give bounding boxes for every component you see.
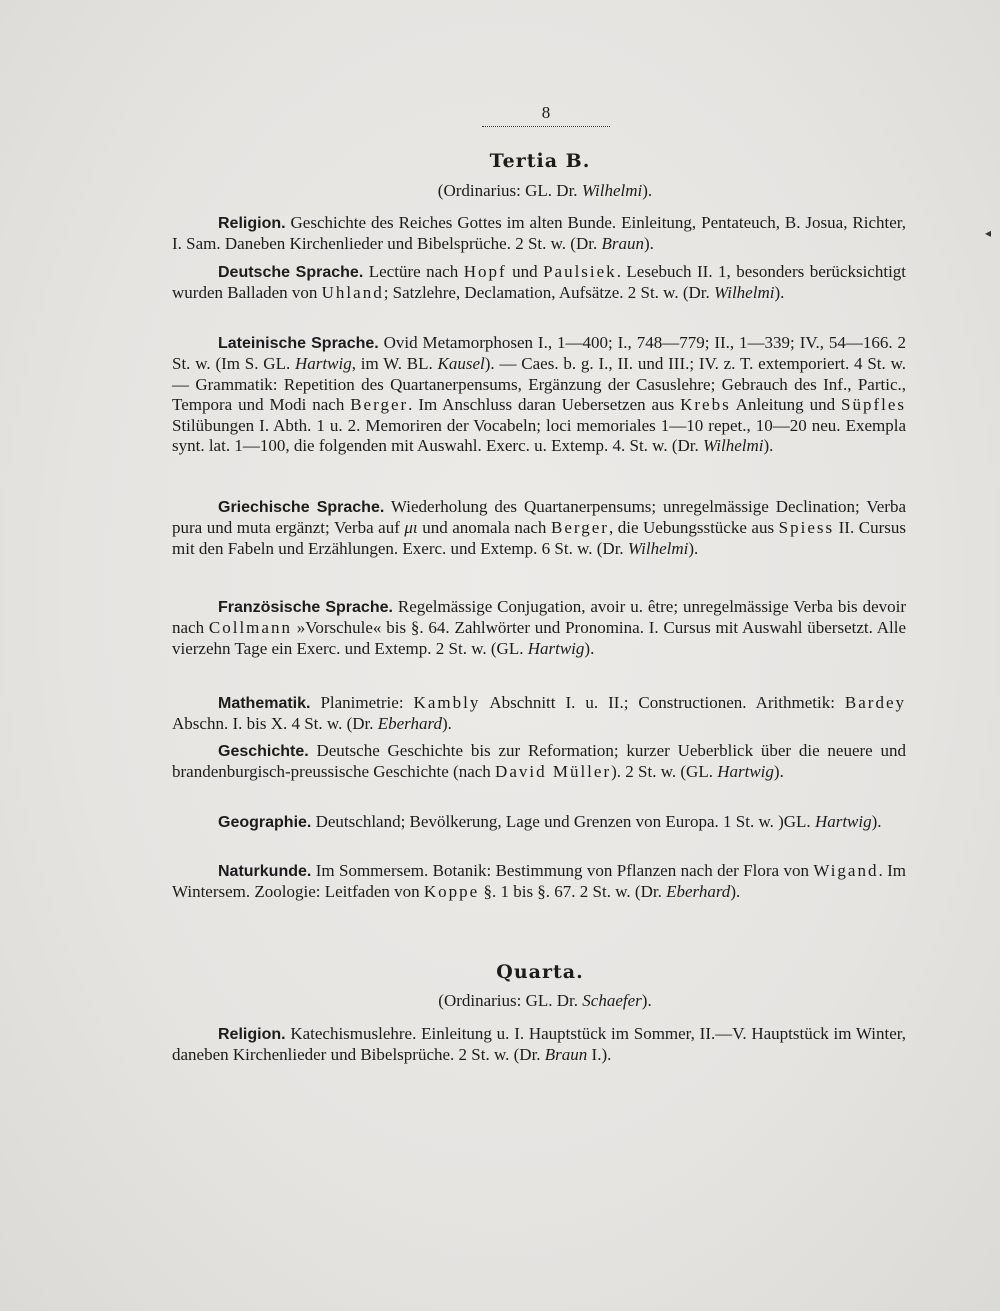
entry-mathematik: Mathematik. Planimetrie: Kambly Abschnitt I. u. II.; Constructionen. Arithmetik: Bardey Abschn. I. bis X. 4 St. w. (Dr. Eberhard).: [172, 693, 906, 734]
ordinarius-line-tertia: [0, 180, 1000, 202]
subject-lateinische-sprache: Lateinische Sprache.: [218, 335, 379, 352]
entry-lateinische-sprache: Lateinische Sprache. Ovid Metamorphosen I., 1—400; I., 748—779; II., 1—339; IV., 54—166. 2 St. w. (Im S. GL. Hartwig, im W. BL. Kausel). — Caes. b. g. I., II. und III.; IV. z. T. extemporiert. 4 St. w. — Grammatik: Repetition des Quartanerpensums, Ergänzung der Casuslehre; Gebrauch des Inf., Partic., Tempora und Modi nach Berger. Im Anschluss daran Uebersetzen aus Krebs Anleitung und Süpfles Stilübungen I. Abth. 1 u. 2. Memoriren der Vocabeln; loci memoriales 1—10 repet., 10—20 neu. Exempla synt. lat. 1—100, die folgenden mit Auswahl. Exerc. u. Extemp. 4. St. w. (Dr. Wilhelmi).: [172, 333, 907, 456]
entry-geschichte: Geschichte. Deutsche Geschichte bis zur Reformation; kurzer Ueberblick über die neuere und brandenburgisch-preussische Geschichte (nach David Müller). 2 St. w. (GL. Hartwig).: [172, 741, 906, 782]
page-number-rule: [482, 126, 610, 127]
page-number: 8: [541, 103, 551, 122]
ordinarius-line-quarta: [0, 990, 1000, 1012]
entry-quarta-religion: Religion. Katechismuslehre. Einleitung u. I. Hauptstück im Sommer, II.—V. Hauptstück im Winter, daneben Kirchenlieder und Bibelsprüche. 2 St. w. (Dr. Braun I.).: [172, 1024, 906, 1065]
margin-mark: ◂: [985, 226, 992, 240]
subject-religion: Religion.: [218, 215, 286, 232]
subject-mathematik: Mathematik.: [218, 695, 311, 712]
ordinarius-prefix: (Ordinarius: GL. Dr.: [438, 991, 583, 1010]
ordinarius-prefix: (Ordinarius: GL. Dr.: [437, 181, 582, 200]
subject-franzoesische-sprache: Französische Sprache.: [218, 599, 393, 616]
subject-deutsche-sprache: Deutsche Sprache.: [218, 264, 364, 281]
ordinarius-name: Wilhelmi: [581, 181, 643, 200]
subject-naturkunde: Naturkunde.: [218, 863, 312, 880]
entry-geographie: Geographie. Deutschland; Bevölkerung, Lage und Grenzen von Europa. 1 St. w. )GL. Hartwig).: [218, 812, 882, 831]
ordinarius-name: Schaefer: [582, 991, 642, 1010]
entry-deutsche-sprache: Deutsche Sprache. Lectüre nach Hopf und Paulsiek. Lesebuch II. 1, besonders berücksichtigt wurden Balladen von Uhland; Satzlehre, Declamation, Aufsätze. 2 St. w. (Dr. Wilhelmi).: [172, 262, 907, 303]
subject-quarta-religion: Religion.: [218, 1026, 286, 1043]
subject-geographie: Geographie.: [218, 814, 312, 831]
subject-geschichte: Geschichte.: [218, 743, 309, 760]
ordinarius-suffix: ).: [642, 181, 653, 200]
entry-griechische-sprache: Griechische Sprache. Wiederholung des Quartanerpensums; unregelmässige Declination; Verba pura und muta ergänzt; Verba auf μι und anomala nach Berger, die Uebungsstücke aus Spiess II. Cursus mit den Fabeln und Erzählungen. Exerc. und Extemp. 6 St. w. (Dr. Wilhelmi).: [172, 497, 906, 558]
section-heading-quarta: Quarta.: [496, 961, 584, 983]
entry-religion: Religion. Geschichte des Reiches Gottes im alten Bunde. Einleitung, Pentateuch, B. Josua, Richter, I. Sam. Daneben Kirchenlieder und Bibelsprüche. 2 St. w. (Dr. Braun).: [172, 213, 906, 254]
subject-griechische-sprache: Griechische Sprache.: [218, 499, 385, 516]
entry-naturkunde: Naturkunde. Im Sommersem. Botanik: Bestimmung von Pflanzen nach der Flora von Wigand. Im Wintersem. Zoologie: Leitfaden von Koppe §. 1 bis §. 67. 2 St. w. (Dr. Eberhard).: [172, 861, 906, 902]
entry-franzoesische-sprache: Französische Sprache. Regelmässige Conjugation, avoir u. être; unregelmässige Verba bis devoir nach Collmann »Vorschule« bis §. 64. Zahlwörter und Pronomina. I. Cursus mit Auswahl übersetzt. Alle vierzehn Tage ein Exerc. und Extemp. 2 St. w. (GL. Hartwig).: [172, 597, 907, 658]
ordinarius-suffix: ).: [641, 991, 652, 1010]
section-heading-tertia-b: Tertia B.: [489, 150, 591, 172]
